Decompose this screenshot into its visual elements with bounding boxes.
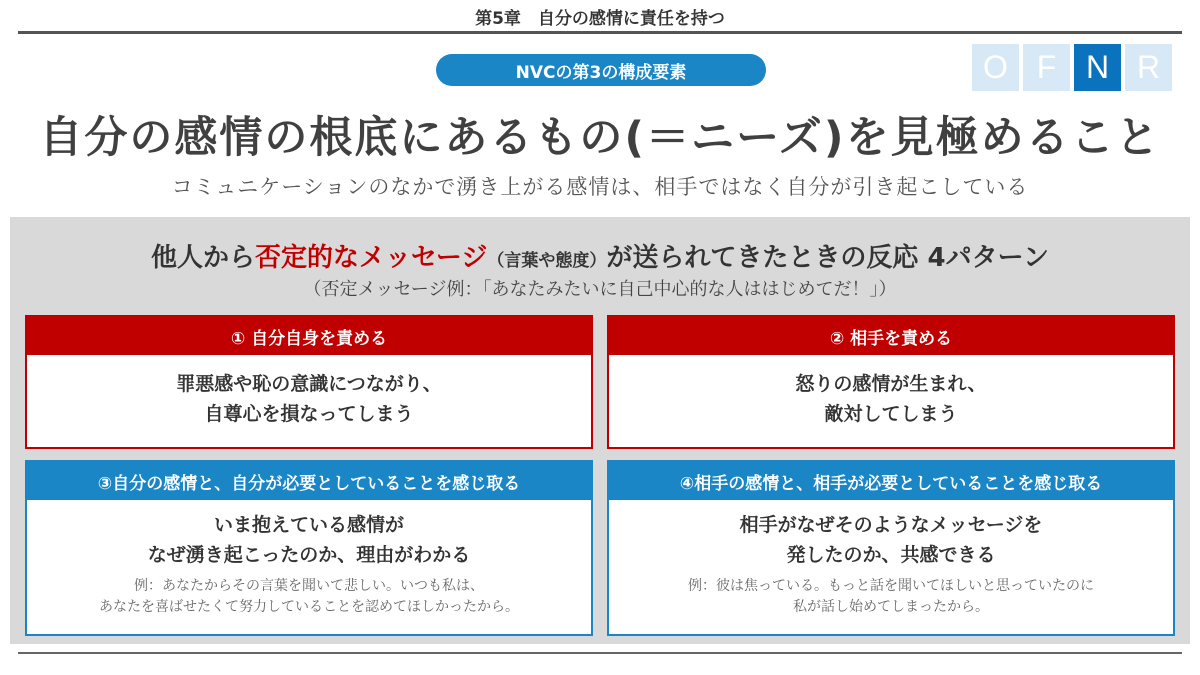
card-line: 怒りの感情が生まれ、 [795, 373, 987, 395]
card-body [27, 500, 591, 570]
ofnr-letter-f: F [1023, 44, 1070, 91]
card-sense-own-feelings [25, 460, 593, 636]
card-line: 相手がなぜそのようなメッセージを [739, 514, 1043, 536]
ofnr-letter-o: O [972, 44, 1019, 91]
card-example [27, 570, 591, 618]
card-line: 敵対してしまう [824, 403, 958, 425]
card-title: ④相手の感情と、相手が必要としていることを感じ取る [609, 462, 1173, 500]
card-line: なぜ湧き起こったのか、理由がわかる [147, 544, 471, 566]
panel-title [10, 237, 1190, 274]
ofnr-letter-r: R [1125, 44, 1172, 91]
slide-headline: 自分の感情の根底にあるもの(＝ニーズ)を見極めること [39, 113, 1161, 163]
card-line: いま抱えている感情が [213, 514, 404, 536]
panel-title-pre: 他人から [150, 243, 255, 273]
card-blame-self [25, 315, 593, 449]
example-line: 私が話し始めてしまったから。 [793, 599, 989, 615]
panel-title-small: （言葉や態度） [487, 251, 607, 271]
card-title: ③自分の感情と、自分が必要としていることを感じ取る [27, 462, 591, 500]
top-divider [18, 31, 1182, 34]
slide-subheadline: コミュニケーションのなかで湧き上がる感情は、相手ではなく自分が引き起こしている [171, 175, 1029, 199]
card-title: ② 相手を責める [609, 317, 1173, 355]
card-line: 自尊心を損なってしまう [204, 403, 414, 425]
card-line: 罪悪感や恥の意識につながり、 [176, 373, 442, 395]
card-sense-other-feelings [607, 460, 1175, 636]
card-body [609, 500, 1173, 570]
panel-example-note: （否定メッセージ例：「あなたみたいに自己中心的な人ははじめてだ！」） [303, 279, 897, 300]
card-example [609, 570, 1173, 618]
ofnr-letter-n-active: N [1074, 44, 1121, 91]
card-blame-other [607, 315, 1175, 449]
panel-title-post: が送られてきたときの反応 4パターン [606, 243, 1050, 273]
panel-title-highlight: 否定的なメッセージ [254, 243, 488, 273]
reaction-panel [10, 217, 1190, 644]
card-title: ① 自分自身を責める [27, 317, 591, 355]
example-line: あなたを喜ばせたくて努力していることを認めてほしかったから。 [99, 599, 519, 615]
example-line: 例：彼は焦っている。もっと話を聞いてほしいと思っていたのに [688, 578, 1094, 594]
example-line: 例：あなたからその言葉を聞いて悲しい。いつも私は、 [134, 578, 484, 594]
ofnr-indicator [972, 44, 1172, 91]
chapter-title: 第5章 自分の感情に責任を持つ [475, 9, 725, 29]
component-badge: NVCの第3の構成要素 [436, 54, 766, 86]
card-body [27, 355, 591, 429]
bottom-divider [18, 652, 1182, 654]
card-line: 発したのか、共感できる [786, 544, 996, 566]
card-body [609, 355, 1173, 429]
